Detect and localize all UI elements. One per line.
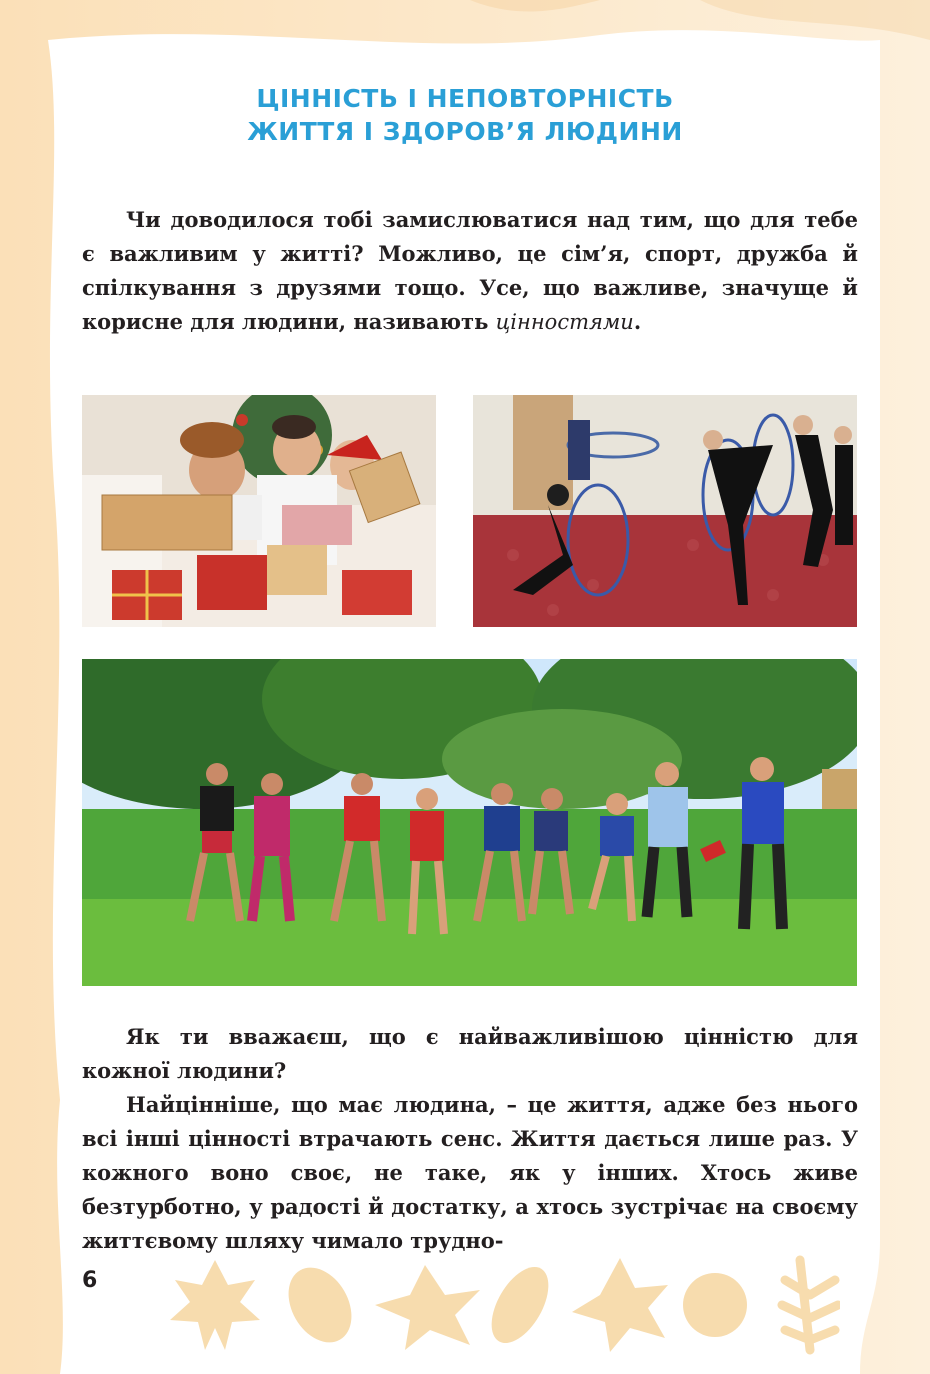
outdoor-race-photo — [82, 659, 857, 986]
autumn-leaves-icon — [170, 1250, 840, 1360]
question-paragraph: Як ти вважаєш, що є найважливішою цінністю для кожної людини? — [82, 1024, 858, 1083]
page-number: 6 — [82, 1268, 98, 1293]
title-line-2: ЖИТТЯ І ЗДОРОВ’Я ЛЮДИНИ — [247, 117, 683, 146]
family-gifts-photo — [82, 395, 436, 627]
intro-paragraph — [82, 203, 858, 339]
intro-text: Чи доводилося тобі замислюватися над тим, що для тебе є важливим у житті? Можливо, це сім’я, спорт, дружба й спілкування з друзями тощо. Усе, що важливе, значуще й корисне для людини, називають — [82, 207, 858, 334]
term-values: цінностями — [495, 310, 634, 334]
body-paragraphs — [82, 1020, 858, 1258]
gymnastics-photo — [473, 395, 857, 627]
intro-end: . — [633, 309, 642, 334]
page-title — [60, 82, 870, 148]
answer-paragraph: Найцінніше, що має людина, – це життя, адже без нього всі інші цінності втрачають сенс. Життя дається лише раз. У кожного воно своє, не таке, як у інших. Хтось живе безтурботно, у радості й достатку, а хтось зустрічає на своєму життєвому шляху чимало трудно- — [82, 1092, 858, 1253]
title-line-1: ЦІННІСТЬ І НЕПОВТОРНІСТЬ — [256, 84, 674, 113]
